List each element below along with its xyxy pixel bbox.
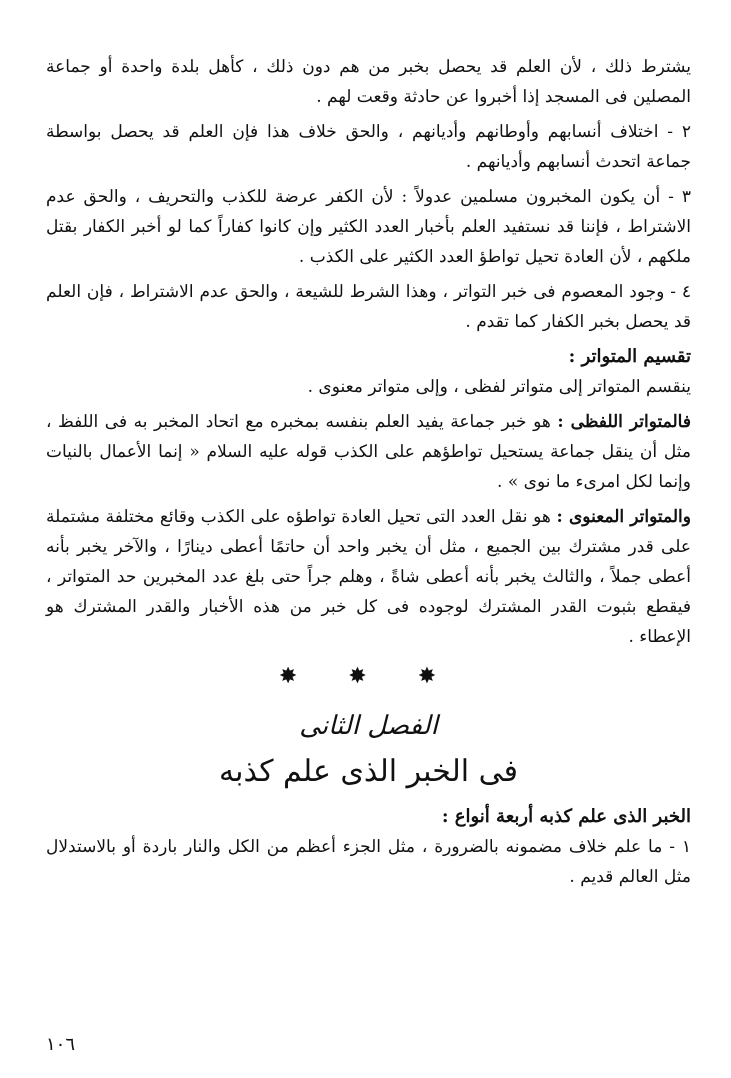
- division-text: ينقسم المتواتر إلى متواتر لفظى ، وإلى متواتر معنوى .: [307, 377, 691, 397]
- division-heading: تقسيم المتواتر :: [568, 346, 691, 367]
- section-separator-stars: ✸ ✸ ✸: [278, 664, 459, 689]
- paragraph-condition-4: ٤ - وجود المعصوم فى خبر التواتر ، وهذا الشرط للشيعة ، والحق عدم الاشتراط ، فإن العلم قد يحصل بخبر الكفار كما تقدم .: [46, 282, 691, 332]
- verbal-mutawatir-paragraph: [46, 407, 691, 497]
- page-number: ١٠٦: [46, 1034, 76, 1055]
- paragraph-conditions-intro: يشترط ذلك ، لأن العلم قد يحصل بخبر من هم دون ذلك ، كأهل بلدة واحدة أو جماعة المصلين فى المسجد إذا أخبروا عن حادثة وقعت لهم .: [46, 57, 691, 107]
- verbal-mutawatir-term: فالمتواتر اللفظى :: [557, 412, 691, 432]
- paragraph-condition-3: ٣ - أن يكون المخبرون مسلمين عدولاً : لأن الكفر عرضة للكذب والتحريف ، والحق عدم الاشتراط ، فإننا قد نستفيد العلم بأخبار العدد الكثير وإن كانوا كفاراً كما لو أخبر الكفار بقتل ملكهم ، لأن العادة تحيل تواطؤ العدد الكثير على الكذب .: [46, 187, 691, 267]
- semantic-mutawatir-definition: هو نقل العدد التى تحيل العادة تواطؤه على الكذب وقائع مختلفة مشتملة على قدر مشترك بين الجميع ، مثل أن يخبر واحد أن حاتمًا أعطى دينارًا ، والآخر يخبر بأنه أعطى جملاً ، والثالث يخبر بأنه أعطى شاةً ، وهلم جراً حتى بلغ عدد المخبرين حد المتواتر ، فيقطع بثبوت القدر المشترك لوجوده فى كل خبر من هذه الأخبار والقدر المشترك هو الإعطاء .: [46, 507, 691, 647]
- section-item-1: ١ - ما علم خلاف مضمونه بالضرورة ، مثل الجزء أعظم من الكل والنار باردة أو بالاستدلال مثل العالم قديم .: [46, 837, 691, 887]
- section-heading: الخبر الذى علم كذبه أربعة أنواع :: [441, 806, 691, 827]
- semantic-mutawatir-paragraph: [46, 502, 691, 652]
- chapter-label: الفصل الثانى: [299, 711, 438, 741]
- verbal-mutawatir-definition: هو خبر جماعة يفيد العلم بنفسه بمخبره مع اتحاد المخبر به فى اللفظ ، مثل أن ينقل جماعة يستحيل تواطؤهم على الكذب قوله عليه السلام « إنما الأعمال بالنيات وإنما لكل امرىء ما نوى » .: [46, 412, 691, 492]
- book-page: [46, 52, 691, 1058]
- paragraph-condition-2: ٢ - اختلاف أنسابهم وأوطانهم وأديانهم ، والحق خلاف هذا فإن العلم قد يحصل بواسطة جماعة اتحدث أنسابهم وأديانهم .: [46, 122, 691, 172]
- chapter-title: فى الخبر الذى علم كذبه: [219, 754, 518, 789]
- semantic-mutawatir-term: والمتواتر المعنوى :: [556, 507, 691, 527]
